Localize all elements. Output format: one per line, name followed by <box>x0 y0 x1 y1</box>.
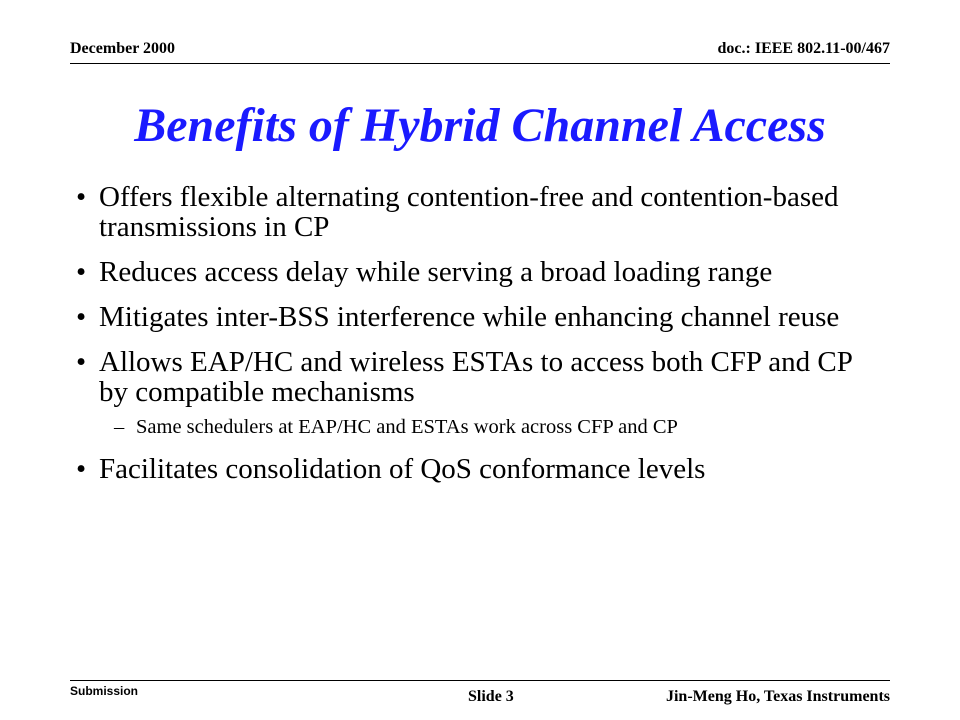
bullet-text: Reduces access delay while serving a broad loading range <box>99 256 773 288</box>
footer-rule <box>70 680 890 681</box>
sub-bullet-dash: – <box>114 416 125 438</box>
bullet-marker: • <box>76 346 87 378</box>
bullet-marker: • <box>76 181 87 213</box>
bullet-text: Offers flexible alternating contention-free and contention-based transmissions in CP <box>99 181 839 243</box>
bullet-marker: • <box>76 256 87 288</box>
bullet-list <box>76 182 886 499</box>
bullet-item-compatible-access <box>76 347 886 407</box>
bullet-text: Facilitates consolidation of QoS conformance levels <box>99 453 706 485</box>
slide-title: Benefits of Hybrid Channel Access <box>134 99 826 152</box>
bullet-item-interference <box>76 302 886 332</box>
bullet-marker: • <box>76 301 87 333</box>
bullet-text: Mitigates inter-BSS interference while enhancing channel reuse <box>99 301 840 333</box>
footer-author: Jin-Meng Ho, Texas Instruments <box>665 688 890 705</box>
bullet-text: Allows EAP/HC and wireless ESTAs to access both CFP and CP by compatible mechanisms <box>99 346 852 408</box>
footer-submission: Submission <box>70 684 139 698</box>
footer-slide-number: Slide 3 <box>468 688 514 705</box>
header-rule <box>70 63 890 64</box>
sub-bullet-item-schedulers <box>76 416 886 439</box>
sub-bullet-text: Same schedulers at EAP/HC and ESTAs work across CFP and CP <box>136 416 678 438</box>
bullet-item-flexible-transmissions <box>76 182 886 242</box>
bullet-item-qos-consolidation <box>76 454 886 484</box>
header-date: December 2000 <box>70 40 175 57</box>
bullet-marker: • <box>76 453 87 485</box>
bullet-item-access-delay <box>76 257 886 287</box>
header-doc-id: doc.: IEEE 802.11-00/467 <box>717 40 890 57</box>
